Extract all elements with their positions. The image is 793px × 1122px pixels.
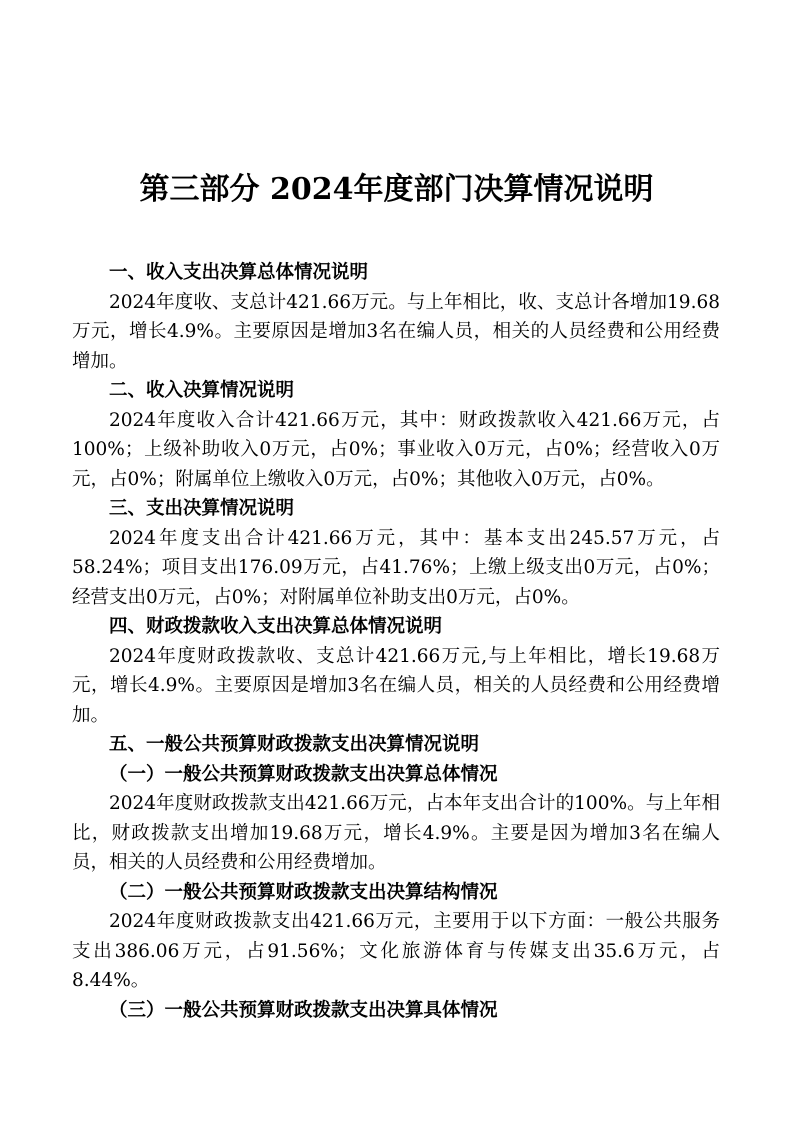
subsection-heading-1: （一）一般公共预算财政拨款支出决算总体情况 [109,763,498,785]
section-paragraph-2: 2024年度收入合计421.66万元，其中：财政拨款收入421.66万元，占100%；上级补助收入0万元，占0%；事业收入0万元，占0%；经营收入0万元，占0%；附属单位上缴收入0万元，占0%；其他收入0万元，占0%。 [72,409,720,490]
section-heading-1: 一、收入支出决算总体情况说明 [109,262,369,283]
page-title: 第三部分 2024年度部门决算情况说明 [139,172,654,207]
section-paragraph-4: 2024年度财政拨款收、支总计421.66万元,与上年相比，增长19.68万元，增长4.9%。主要原因是增加3名在编人员，相关的人员经费和公用经费增加。 [72,645,720,726]
subsection-paragraph-1: 2024年度财政拨款支出421.66万元，占本年支出合计的100%。与上年相比，财政拨款支出增加19.68万元，增长4.9%。主要是因为增加3名在编人员，相关的人员经费和公用经费增加。 [72,793,720,873]
section-heading-4: 四、财政拨款收入支出决算总体情况说明 [109,616,443,637]
subsection-paragraph-2: 2024年度财政拨款支出421.66万元，主要用于以下方面：一般公共服务支出386.06万元，占91.56%；文化旅游体育与传媒支出35.6万元，占8.44%。 [72,911,720,991]
section-heading-3: 三、支出决算情况说明 [109,498,295,519]
section-paragraph-3: 2024年度支出合计421.66万元，其中：基本支出245.57万元，占58.24%；项目支出176.09万元，占41.76%；上缴上级支出0万元，占0%；经营支出0万元，占0%；对附属单位补助支出0万元，占0%。 [72,527,720,608]
subsection-heading-2: （二）一般公共预算财政拨款支出决算结构情况 [109,881,498,903]
section-heading-5: 五、一般公共预算财政拨款支出决算情况说明 [109,734,480,755]
subsection-heading-3: （三）一般公共预算财政拨款支出决算具体情况 [109,999,498,1021]
section-paragraph-1: 2024年度收、支总计421.66万元。与上年相比，收、支总计各增加19.68万元，增长4.9%。主要原因是增加3名在编人员，相关的人员经费和公用经费增加。 [72,291,720,372]
document-body [72,258,720,1025]
section-heading-2: 二、收入决算情况说明 [109,380,295,401]
